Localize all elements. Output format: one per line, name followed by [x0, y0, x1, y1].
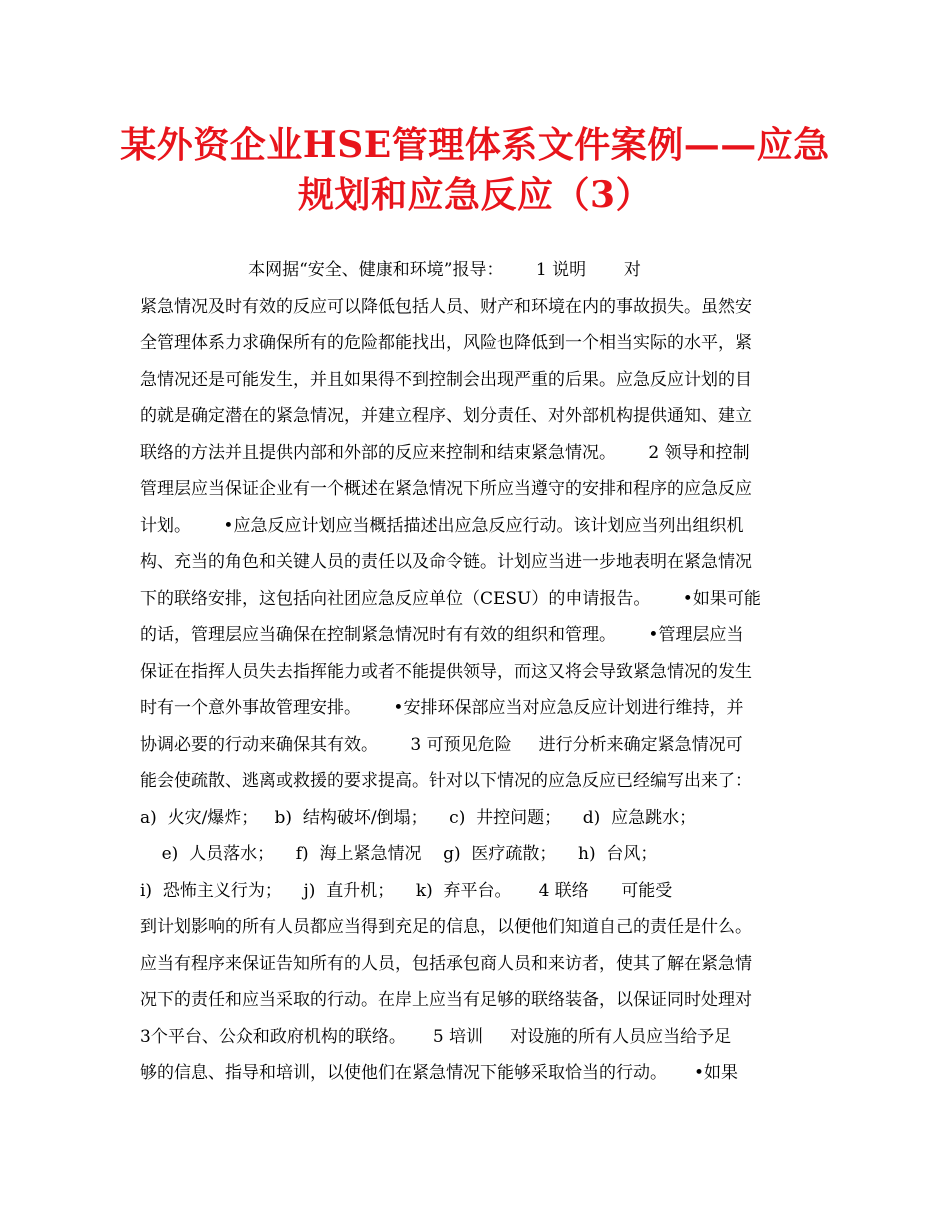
body-line: 的就是确定潜在的紧急情况，并建立程序、划分责任、对外部机构提供通知、建立: [140, 406, 752, 426]
body-line: a) 火灾/爆炸； b) 结构破坏/倒塌； c) 井控问题； d) 应急跳水；: [140, 807, 697, 828]
body-line: 全管理体系力求确保所有的危险都能找出，风险也降低到一个相当实际的水平，紧: [140, 333, 752, 353]
document-body: [140, 252, 820, 1092]
title-line: 某外资企业HSE管理体系文件案例——应急: [120, 124, 830, 166]
title-line: 规划和应急反应（3）: [297, 174, 653, 216]
body-line: 构、充当的角色和关键人员的责任以及命令链。计划应当进一步地表明在紧急情况: [140, 552, 752, 572]
body-line: 况下的责任和应当采取的行动。在岸上应当有足够的联络装备，以保证同时处理对: [140, 990, 752, 1010]
body-line: 本网据“安全、健康和环境”报导： 1 说明 对: [140, 260, 641, 280]
body-line: 到计划影响的所有人员都应当得到充足的信息，以便他们知道自己的责任是什么。: [140, 917, 752, 937]
body-line: i) 恐怖主义行为； j) 直升机； k) 弃平台。 4 联络 可能受: [140, 880, 673, 901]
body-line: 时有一个意外事故管理安排。 •安排环保部应当对应急反应计划进行维持，并: [140, 698, 744, 718]
body-line: 管理层应当保证企业有一个概述在紧急情况下所应当遵守的安排和程序的应急反应: [140, 479, 752, 499]
body-line: 能会使疏散、逃离或救援的要求提高。针对以下情况的应急反应已经编写出来了：: [140, 771, 752, 791]
body-line: 保证在指挥人员失去指挥能力或者不能提供领导，而这又将会导致紧急情况的发生: [140, 661, 752, 682]
body-line: 联络的方法并且提供内部和外部的反应来控制和结束紧急情况。 2 领导和控制: [140, 442, 750, 463]
body-line: e) 人员落水； f) 海上紧急情况 g) 医疗疏散； h) 台风；: [140, 844, 658, 864]
body-line: 急情况还是可能发生，并且如果得不到控制会出现严重的后果。应急反应计划的目: [140, 369, 752, 390]
body-line: 3个平台、公众和政府机构的联络。 5 培训 对设施的所有人员应当给予足: [140, 1026, 732, 1047]
body-line: 应当有程序来保证告知所有的人员，包括承包商人员和来访者，使其了解在紧急情: [140, 953, 752, 974]
document-title: [100, 120, 850, 220]
body-line: 的话，管理层应当确保在控制紧急情况时有有效的组织和管理。 •管理层应当: [140, 625, 744, 645]
body-line: 协调必要的行动来确保其有效。 3 可预见危险 进行分析来确定紧急情况可: [140, 734, 743, 755]
body-line: 下的联络安排，这包括向社团应急反应单位（CESU）的申请报告。 •如果可能: [140, 588, 761, 609]
body-line: 计划。 •应急反应计划应当概括描述出应急反应行动。该计划应当列出组织机: [140, 515, 744, 536]
body-line: 紧急情况及时有效的反应可以降低包括人员、财产和环境在内的事故损失。虽然安: [140, 296, 752, 317]
body-line: 够的信息、指导和培训，以使他们在紧急情况下能够采取恰当的行动。 •如果: [140, 1063, 739, 1083]
